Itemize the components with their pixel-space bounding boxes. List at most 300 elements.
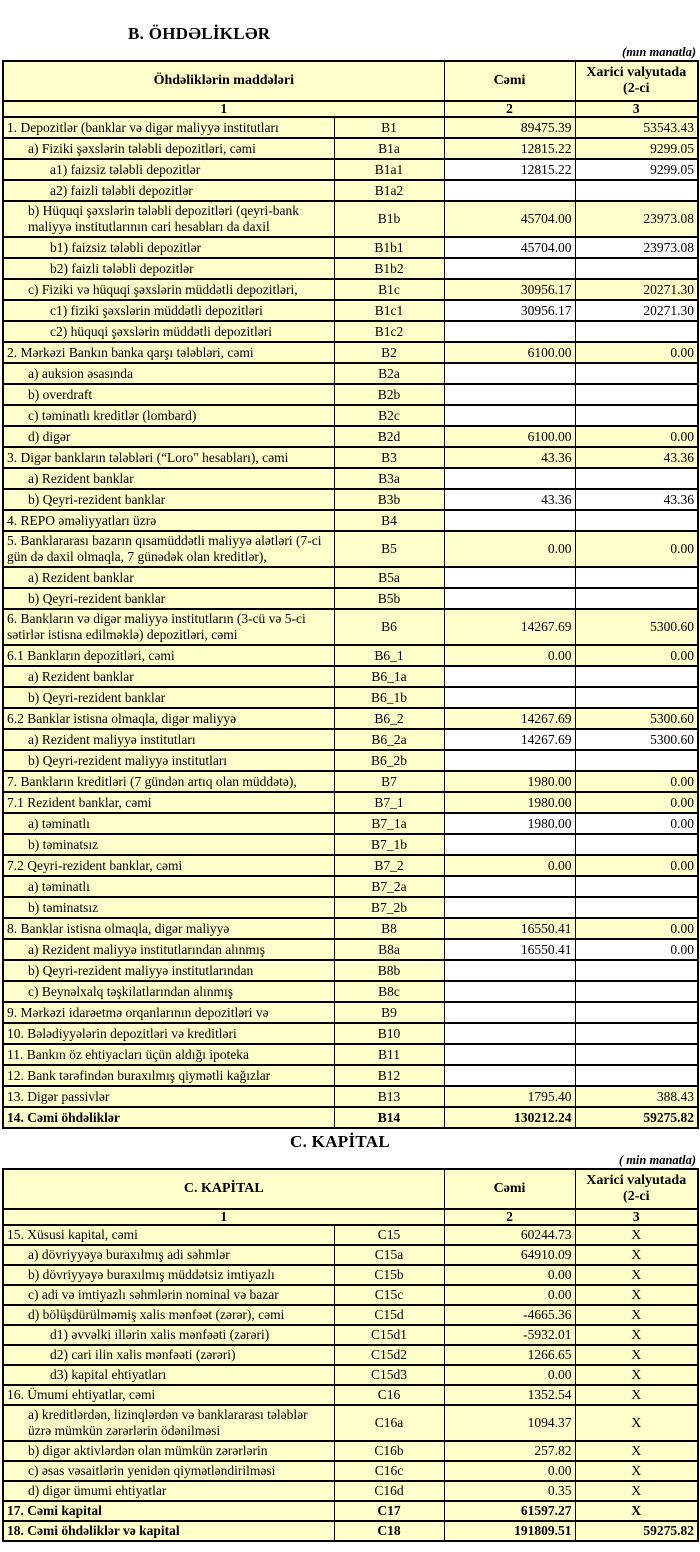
- item-label: d) digər: [3, 426, 334, 447]
- total-value: [444, 180, 575, 201]
- item-code: B7_1b: [334, 834, 444, 855]
- foreign-currency-value: X: [575, 1265, 698, 1285]
- item-label: 6. Bankların və digər maliyyə institutların (3-cü və 5-ci sətirlər istisna edilməklə) depozitləri, cəmi: [3, 609, 334, 645]
- table-row: [3, 300, 698, 321]
- item-code: B6_2b: [334, 750, 444, 771]
- item-code: C15a: [334, 1245, 444, 1265]
- item-code: C15d1: [334, 1325, 444, 1345]
- total-value: 30956.17: [444, 300, 575, 321]
- table-row: [3, 1501, 698, 1521]
- item-label: c) Beynəlxalq təşkilatlarından alınmış: [3, 981, 334, 1002]
- foreign-currency-value: 5300.60: [575, 609, 698, 645]
- item-label: 2. Mərkəzi Bankın banka qarşı tələbləri, cəmi: [3, 342, 334, 363]
- item-code: C15: [334, 1225, 444, 1245]
- foreign-currency-value: 0.00: [575, 645, 698, 666]
- total-value: [444, 750, 575, 771]
- total-value: 1980.00: [444, 792, 575, 813]
- item-label: 6.1 Bankların depozitləri, cəmi: [3, 645, 334, 666]
- item-label: b) təminatsız: [3, 834, 334, 855]
- item-code: C16d: [334, 1481, 444, 1501]
- total-value: 61597.27: [444, 1501, 575, 1521]
- table-row: [3, 1285, 698, 1305]
- foreign-currency-value: [575, 510, 698, 531]
- table-row: [3, 1461, 698, 1481]
- foreign-currency-value: [575, 405, 698, 426]
- item-code: C16c: [334, 1461, 444, 1481]
- table-row: [3, 237, 698, 258]
- total-value: 191809.51: [444, 1521, 575, 1541]
- item-code: B6_2: [334, 708, 444, 729]
- capital-column-numbers-row: [3, 1209, 698, 1225]
- item-code: B7_2b: [334, 897, 444, 918]
- item-code: B2: [334, 342, 444, 363]
- item-code: B4: [334, 510, 444, 531]
- table-row: [3, 1086, 698, 1107]
- item-label: b) Qeyri-rezident maliyyə institutları: [3, 750, 334, 771]
- total-value: [444, 687, 575, 708]
- foreign-currency-value: 53543.43: [575, 117, 698, 138]
- total-value: 14267.69: [444, 729, 575, 750]
- liabilities-table: [2, 60, 699, 1129]
- foreign-currency-value: X: [575, 1305, 698, 1325]
- item-label: 17. Cəmi kapital: [3, 1501, 334, 1521]
- total-value: 16550.41: [444, 939, 575, 960]
- table-row: [3, 1385, 698, 1405]
- item-code: B1a2: [334, 180, 444, 201]
- foreign-currency-value: 43.36: [575, 489, 698, 510]
- header-items: C. KAPİTAL: [3, 1169, 444, 1209]
- table-row: [3, 1481, 698, 1501]
- table-row: [3, 666, 698, 687]
- table-row: [3, 180, 698, 201]
- foreign-currency-value: [575, 468, 698, 489]
- table-row: [3, 1065, 698, 1086]
- item-code: B5: [334, 531, 444, 567]
- item-code: B3: [334, 447, 444, 468]
- item-label: 3. Digər bankların tələbləri (“Loro" hesabları), cəmi: [3, 447, 334, 468]
- total-value: 0.00: [444, 645, 575, 666]
- item-label: 5. Banklararası bazarın qısamüddətli maliyyə alətləri (7-ci gün də daxil olmaqla, 7 günədək olan kreditlər),: [3, 531, 334, 567]
- foreign-currency-value: 59275.82: [575, 1521, 698, 1541]
- table-row: [3, 1107, 698, 1128]
- item-label: 10. Bələdiyyələrin depozitləri və kreditləri: [3, 1023, 334, 1044]
- item-code: B6_1: [334, 645, 444, 666]
- item-code: C16b: [334, 1441, 444, 1461]
- total-value: [444, 897, 575, 918]
- column-number-3: 3: [575, 101, 698, 117]
- total-value: [444, 567, 575, 588]
- total-value: 1980.00: [444, 813, 575, 834]
- table-row: [3, 1405, 698, 1441]
- item-label: 7. Bankların kreditləri (7 gündən artıq olan müddətə),: [3, 771, 334, 792]
- item-label: b) overdraft: [3, 384, 334, 405]
- header-total: Cəmi: [444, 61, 575, 101]
- item-code: B1a: [334, 138, 444, 159]
- table-row: [3, 918, 698, 939]
- table-row: [3, 1265, 698, 1285]
- table-row: [3, 708, 698, 729]
- foreign-currency-value: X: [575, 1245, 698, 1265]
- foreign-currency-value: [575, 1023, 698, 1044]
- table-row: [3, 1365, 698, 1385]
- item-label: b) Qeyri-rezident banklar: [3, 687, 334, 708]
- table-row: [3, 468, 698, 489]
- total-value: 1795.40: [444, 1086, 575, 1107]
- item-code: B6: [334, 609, 444, 645]
- liabilities-column-numbers-row: [3, 101, 698, 117]
- foreign-currency-value: 5300.60: [575, 729, 698, 750]
- item-code: B7_2a: [334, 876, 444, 897]
- foreign-currency-value: 9299.05: [575, 159, 698, 180]
- total-value: [444, 960, 575, 981]
- item-code: B2c: [334, 405, 444, 426]
- foreign-currency-value: [575, 1002, 698, 1023]
- foreign-currency-value: [575, 750, 698, 771]
- total-value: 0.00: [444, 855, 575, 876]
- item-code: B1b: [334, 201, 444, 237]
- item-label: c) Fiziki və hüquqi şəxslərin müddətli depozitləri,: [3, 279, 334, 300]
- table-row: [3, 258, 698, 279]
- item-label: b) Qeyri-rezident banklar: [3, 489, 334, 510]
- item-label: c) adi və imtiyazlı səhmlərin nominal və bazar: [3, 1285, 334, 1305]
- foreign-currency-value: X: [575, 1501, 698, 1521]
- table-row: [3, 939, 698, 960]
- total-value: 1980.00: [444, 771, 575, 792]
- table-row: [3, 588, 698, 609]
- item-code: B7: [334, 771, 444, 792]
- foreign-currency-value: [575, 1065, 698, 1086]
- total-value: 0.35: [444, 1481, 575, 1501]
- foreign-currency-value: 43.36: [575, 447, 698, 468]
- total-value: 43.36: [444, 489, 575, 510]
- table-row: [3, 489, 698, 510]
- table-row: [3, 1305, 698, 1325]
- table-row: [3, 1441, 698, 1461]
- total-value: 257.82: [444, 1441, 575, 1461]
- total-value: 89475.39: [444, 117, 575, 138]
- table-row: [3, 1044, 698, 1065]
- column-number-3: 3: [575, 1209, 698, 1225]
- foreign-currency-value: [575, 834, 698, 855]
- foreign-currency-value: 0.00: [575, 813, 698, 834]
- item-label: 13. Digər passivlər: [3, 1086, 334, 1107]
- header-foreign: Xarici valyutada (2-ci: [575, 1169, 698, 1209]
- item-code: B8a: [334, 939, 444, 960]
- foreign-currency-value: X: [575, 1345, 698, 1365]
- total-value: 12815.22: [444, 138, 575, 159]
- item-label: d2) cari ilin xalis mənfəəti (zərəri): [3, 1345, 334, 1365]
- item-label: b) Qeyri-rezident maliyyə institutlarından: [3, 960, 334, 981]
- foreign-currency-value: 23973.08: [575, 237, 698, 258]
- foreign-currency-value: X: [575, 1285, 698, 1305]
- item-label: a) Rezident banklar: [3, 567, 334, 588]
- item-label: d) bölüşdürülməmiş xalis mənfəət (zərər), cəmi: [3, 1305, 334, 1325]
- item-code: B6_1b: [334, 687, 444, 708]
- item-label: 14. Cəmi öhdəliklər: [3, 1107, 334, 1128]
- item-code: B8b: [334, 960, 444, 981]
- item-label: d3) kapital ehtiyatları: [3, 1365, 334, 1385]
- table-row: [3, 1002, 698, 1023]
- item-label: a) Fiziki şəxslərin tələbli depozitləri, cəmi: [3, 138, 334, 159]
- table-row: [3, 117, 698, 138]
- foreign-currency-value: X: [575, 1385, 698, 1405]
- section-b-unit-note: (mın manatla): [622, 45, 696, 59]
- item-code: C15b: [334, 1265, 444, 1285]
- item-code: B7_2: [334, 855, 444, 876]
- foreign-currency-value: 0.00: [575, 855, 698, 876]
- total-value: 64910.09: [444, 1245, 575, 1265]
- item-label: a) Rezident banklar: [3, 468, 334, 489]
- total-value: [444, 363, 575, 384]
- foreign-currency-value: 0.00: [575, 342, 698, 363]
- capital-header-row: [3, 1169, 698, 1209]
- item-label: c1) fiziki şəxslərin müddətli depozitləri: [3, 300, 334, 321]
- header-items: Öhdəliklərin maddələri: [3, 61, 444, 101]
- table-row: [3, 447, 698, 468]
- item-code: B1c2: [334, 321, 444, 342]
- item-code: C15c: [334, 1285, 444, 1305]
- item-code: B3b: [334, 489, 444, 510]
- item-code: B2d: [334, 426, 444, 447]
- item-label: a) Rezident maliyyə institutlarından alınmış: [3, 939, 334, 960]
- item-code: B14: [334, 1107, 444, 1128]
- item-code: C15d3: [334, 1365, 444, 1385]
- total-value: 1352.54: [444, 1385, 575, 1405]
- item-code: B1c1: [334, 300, 444, 321]
- capital-table: [2, 1168, 699, 1542]
- item-label: b) təminatsız: [3, 897, 334, 918]
- item-label: d1) əvvəlki illərin xalis mənfəəti (zərəri): [3, 1325, 334, 1345]
- table-row: [3, 405, 698, 426]
- table-row: [3, 855, 698, 876]
- foreign-currency-value: 23973.08: [575, 201, 698, 237]
- total-value: 0.00: [444, 1285, 575, 1305]
- total-value: 130212.24: [444, 1107, 575, 1128]
- total-value: [444, 384, 575, 405]
- table-row: [3, 771, 698, 792]
- foreign-currency-value: 0.00: [575, 426, 698, 447]
- item-code: B12: [334, 1065, 444, 1086]
- item-code: B2a: [334, 363, 444, 384]
- item-label: 8. Banklar istisna olmaqla, digər maliyyə: [3, 918, 334, 939]
- foreign-currency-value: [575, 1044, 698, 1065]
- item-label: 12. Bank tərəfindən buraxılmış qiymətli kağızlar: [3, 1065, 334, 1086]
- foreign-currency-value: 388.43: [575, 1086, 698, 1107]
- total-value: 12815.22: [444, 159, 575, 180]
- item-code: C16a: [334, 1405, 444, 1441]
- foreign-currency-value: [575, 180, 698, 201]
- item-label: c2) hüquqi şəxslərin müddətli depozitləri: [3, 321, 334, 342]
- table-row: [3, 1023, 698, 1044]
- item-label: 6.2 Banklar istisna olmaqla, digər maliyyə: [3, 708, 334, 729]
- total-value: 1266.65: [444, 1345, 575, 1365]
- total-value: [444, 468, 575, 489]
- item-label: a) Rezident banklar: [3, 666, 334, 687]
- table-row: [3, 1325, 698, 1345]
- item-label: c) təminatlı kreditlər (lombard): [3, 405, 334, 426]
- foreign-currency-value: [575, 321, 698, 342]
- foreign-currency-value: [575, 666, 698, 687]
- item-label: 4. REPO əməliyyatları üzrə: [3, 510, 334, 531]
- item-label: c) əsas vəsaitlərin yenidən qiymətləndirilməsi: [3, 1461, 334, 1481]
- foreign-currency-value: X: [575, 1441, 698, 1461]
- item-label: 7.2 Qeyri-rezident banklar, cəmi: [3, 855, 334, 876]
- table-row: [3, 1245, 698, 1265]
- item-label: 16. Ümumi ehtiyatlar, cəmi: [3, 1385, 334, 1405]
- table-row: [3, 981, 698, 1002]
- item-label: 9. Mərkəzi idarəetmə orqanlarının depozitləri və: [3, 1002, 334, 1023]
- foreign-currency-value: X: [575, 1461, 698, 1481]
- item-code: B7_1: [334, 792, 444, 813]
- table-row: [3, 834, 698, 855]
- total-value: [444, 1065, 575, 1086]
- item-label: a) təminatlı: [3, 876, 334, 897]
- total-value: 30956.17: [444, 279, 575, 300]
- item-code: B11: [334, 1044, 444, 1065]
- table-row: [3, 687, 698, 708]
- foreign-currency-value: X: [575, 1365, 698, 1385]
- foreign-currency-value: 9299.05: [575, 138, 698, 159]
- total-value: [444, 666, 575, 687]
- item-code: B6_2a: [334, 729, 444, 750]
- item-code: C16: [334, 1385, 444, 1405]
- foreign-currency-value: [575, 384, 698, 405]
- item-code: B1: [334, 117, 444, 138]
- total-value: [444, 876, 575, 897]
- total-value: 0.00: [444, 1461, 575, 1481]
- foreign-currency-value: 5300.60: [575, 708, 698, 729]
- item-label: 15. Xüsusi kapital, cəmi: [3, 1225, 334, 1245]
- item-code: B6_1a: [334, 666, 444, 687]
- item-label: a) kreditlərdən, lizinqlərdən və banklararası tələblər üzrə mümkün zərərlərin ödənilməsi: [3, 1405, 334, 1441]
- foreign-currency-value: 20271.30: [575, 279, 698, 300]
- foreign-currency-value: [575, 876, 698, 897]
- section-c-title: C. KAPİTAL: [290, 1132, 390, 1151]
- total-value: [444, 258, 575, 279]
- table-row: [3, 792, 698, 813]
- total-value: [444, 588, 575, 609]
- foreign-currency-value: X: [575, 1325, 698, 1345]
- foreign-currency-value: 59275.82: [575, 1107, 698, 1128]
- foreign-currency-value: 0.00: [575, 531, 698, 567]
- table-row: [3, 531, 698, 567]
- item-label: 7.1 Rezident banklar, cəmi: [3, 792, 334, 813]
- total-value: -5932.01: [444, 1325, 575, 1345]
- total-value: 0.00: [444, 1265, 575, 1285]
- table-row: [3, 279, 698, 300]
- foreign-currency-value: 0.00: [575, 771, 698, 792]
- item-label: b) digər aktivlərdən olan mümkün zərərlərin: [3, 1441, 334, 1461]
- total-value: 0.00: [444, 1365, 575, 1385]
- total-value: 0.00: [444, 531, 575, 567]
- table-row: [3, 426, 698, 447]
- item-code: B3a: [334, 468, 444, 489]
- header-foreign: Xarici valyutada (2-ci: [575, 61, 698, 101]
- item-label: d) digər ümumi ehtiyatlar: [3, 1481, 334, 1501]
- table-row: [3, 876, 698, 897]
- item-code: B5a: [334, 567, 444, 588]
- table-row: [3, 363, 698, 384]
- total-value: 45704.00: [444, 237, 575, 258]
- item-code: B1b1: [334, 237, 444, 258]
- column-number-2: 2: [444, 101, 575, 117]
- total-value: [444, 1044, 575, 1065]
- table-row: [3, 321, 698, 342]
- table-row: [3, 750, 698, 771]
- total-value: [444, 321, 575, 342]
- item-label: a) Rezident maliyyə institutları: [3, 729, 334, 750]
- foreign-currency-value: 20271.30: [575, 300, 698, 321]
- item-code: B2b: [334, 384, 444, 405]
- item-code: C18: [334, 1521, 444, 1541]
- item-label: a) auksion əsasında: [3, 363, 334, 384]
- column-number-1: 1: [3, 101, 444, 117]
- total-value: -4665.36: [444, 1305, 575, 1325]
- foreign-currency-value: 0.00: [575, 939, 698, 960]
- section-c-unit-note: ( min manatla): [618, 1153, 696, 1167]
- section-b-title: B. ÖHDƏLİKLƏR: [128, 24, 271, 43]
- table-row: [3, 1521, 698, 1541]
- total-value: 43.36: [444, 447, 575, 468]
- item-code: B8: [334, 918, 444, 939]
- total-value: [444, 510, 575, 531]
- table-row: [3, 384, 698, 405]
- foreign-currency-value: 0.00: [575, 918, 698, 939]
- table-row: [3, 729, 698, 750]
- foreign-currency-value: [575, 258, 698, 279]
- total-value: [444, 981, 575, 1002]
- table-row: [3, 897, 698, 918]
- item-label: a1) faizsiz tələbli depozitlər: [3, 159, 334, 180]
- total-value: 1094.37: [444, 1405, 575, 1441]
- column-number-2: 2: [444, 1209, 575, 1225]
- column-number-1: 1: [3, 1209, 444, 1225]
- table-row: [3, 1345, 698, 1365]
- foreign-currency-value: [575, 363, 698, 384]
- foreign-currency-value: [575, 960, 698, 981]
- foreign-currency-value: [575, 567, 698, 588]
- table-row: [3, 138, 698, 159]
- foreign-currency-value: X: [575, 1405, 698, 1441]
- item-code: B10: [334, 1023, 444, 1044]
- table-row: [3, 1225, 698, 1245]
- total-value: 6100.00: [444, 342, 575, 363]
- total-value: 14267.69: [444, 609, 575, 645]
- total-value: 14267.69: [444, 708, 575, 729]
- item-label: b) Qeyri-rezident banklar: [3, 588, 334, 609]
- item-code: B7_1a: [334, 813, 444, 834]
- liabilities-header-row: [3, 61, 698, 101]
- foreign-currency-value: [575, 588, 698, 609]
- total-value: [444, 1023, 575, 1044]
- foreign-currency-value: [575, 897, 698, 918]
- table-row: [3, 813, 698, 834]
- item-code: B1a1: [334, 159, 444, 180]
- item-code: B1b2: [334, 258, 444, 279]
- table-row: [3, 510, 698, 531]
- table-row: [3, 159, 698, 180]
- item-code: B5b: [334, 588, 444, 609]
- item-label: 18. Cəmi öhdəliklər və kapital: [3, 1521, 334, 1541]
- item-label: 1. Depozitlər (banklar və digər maliyyə institutları: [3, 117, 334, 138]
- total-value: 45704.00: [444, 201, 575, 237]
- item-label: a) dövriyyəyə buraxılmış adi səhmlər: [3, 1245, 334, 1265]
- total-value: [444, 834, 575, 855]
- foreign-currency-value: X: [575, 1225, 698, 1245]
- item-code: C15d: [334, 1305, 444, 1325]
- item-label: 11. Bankın öz ehtiyacları üçün aldığı ipoteka: [3, 1044, 334, 1065]
- foreign-currency-value: [575, 687, 698, 708]
